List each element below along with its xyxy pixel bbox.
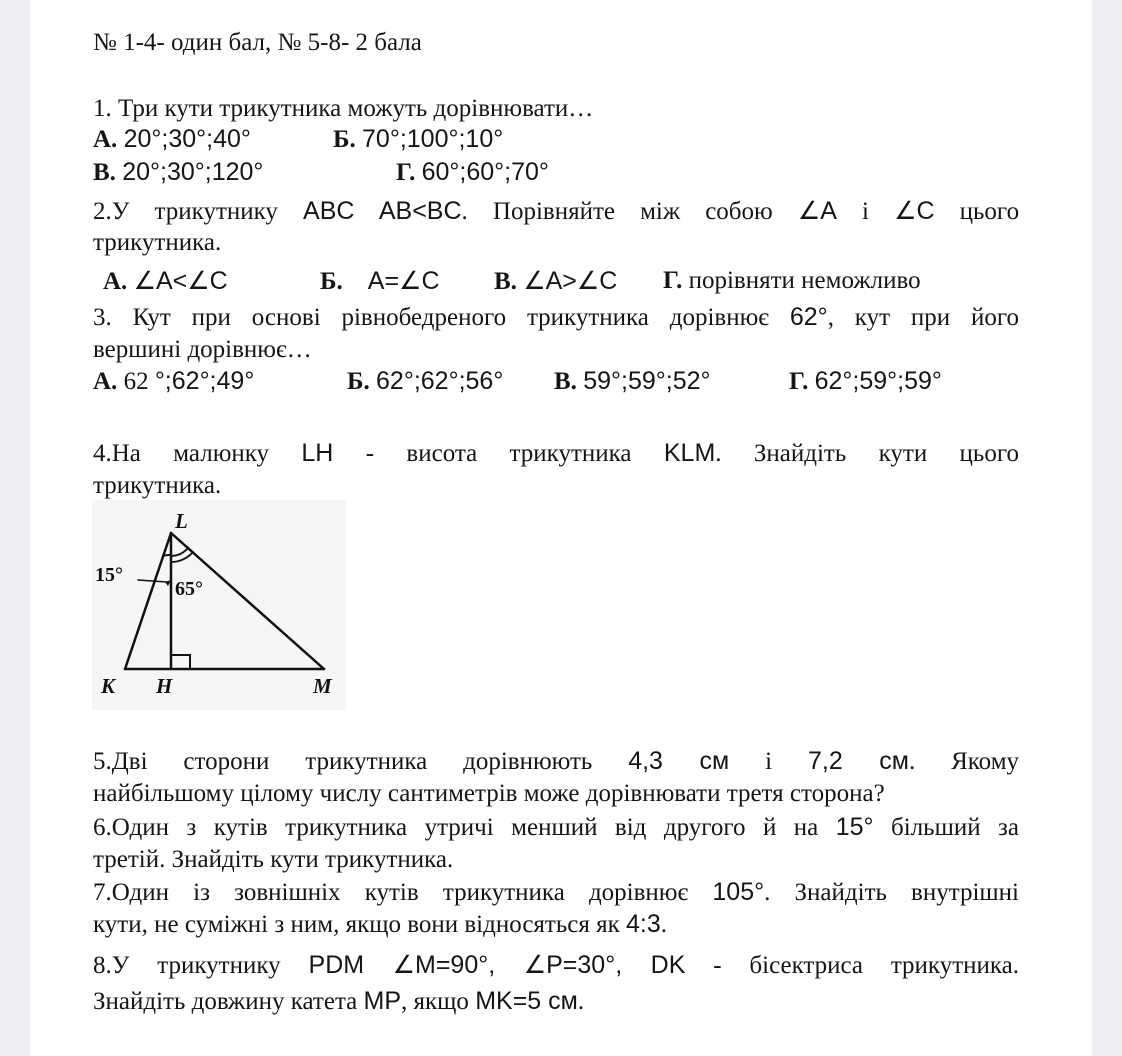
q3-option-d[interactable]: Г. 62°;59°;59°	[789, 367, 942, 395]
question-4-line-2: трикутника.	[93, 472, 222, 499]
question-5-line-2: найбільшому цілому числу сантиметрів може дорівнювати третя сторона?	[93, 780, 885, 807]
angle-arc-65-outer	[171, 548, 188, 556]
angle-15-leader	[138, 580, 167, 582]
question-2-line-2: трикутника.	[93, 229, 222, 256]
question-8-line-1: 8.У трикутнику PDM ∠M=90°, ∠P=30°, DK - бісектриса трикутника.	[93, 951, 1020, 979]
question-3-line-2: вершині дорівнює…	[93, 336, 312, 363]
side-lm	[171, 533, 324, 669]
q3-option-a[interactable]: А. 62 °;62°;49°	[93, 367, 255, 395]
q1-option-d[interactable]: Г. 60°;60°;70°	[396, 158, 549, 186]
question-5-line-1: 5.Дві сторони трикутника дорівнюють 4,3 см і 7,2 см. Якому	[93, 747, 1020, 775]
question-6-line-1: 6.Один з кутів трикутника утричі менший від другого й на 15° більший за	[93, 813, 1020, 841]
question-2-line-1: 2.У трикутнику ABC AB<BC. Порівняйте між собою ∠A і ∠C цього	[93, 197, 1020, 225]
question-4-line-1: 4.На малюнку LH - висота трикутника KLM. Знайдіть кути цього	[93, 439, 1019, 467]
q2-option-b[interactable]: Б. A=∠C	[320, 267, 440, 295]
points-header: № 1-4- один бал, № 5-8- 2 бала	[93, 29, 422, 56]
angle-label-65: 65°	[175, 578, 203, 600]
angle-label-15: 15°	[95, 564, 123, 586]
q2-option-c[interactable]: В. ∠A>∠C	[494, 267, 618, 295]
question-8-line-2: Знайдіть довжину катета MP, якщо MK=5 см.	[93, 987, 585, 1015]
question-6-line-2: третій. Знайдіть кути трикутника.	[93, 846, 454, 873]
q1-option-a[interactable]: А. 20°;30°;40°	[93, 125, 251, 153]
question-7-line-2: кути, не суміжні з ним, якщо вони відносяться як 4:3.	[93, 910, 668, 938]
question-7-line-1: 7.Один із зовнішніх кутів трикутника дорівнює 105°. Знайдіть внутрішні	[93, 878, 1019, 906]
q3-option-b[interactable]: Б. 62°;62°;56°	[347, 367, 504, 395]
angle-arc-15	[163, 555, 171, 556]
question-3-line-1: 3. Кут при основі рівнобедреного трикутника дорівнює 62°, кут при його	[93, 303, 1019, 331]
right-angle-mark	[171, 655, 190, 669]
vertex-label-h: H	[156, 674, 173, 698]
triangle-figure	[92, 500, 346, 710]
vertex-label-l: L	[175, 509, 188, 533]
q2-option-a[interactable]: А. ∠A<∠C	[103, 267, 228, 295]
q3-option-c[interactable]: В. 59°;59°;52°	[554, 367, 711, 395]
side-kl	[125, 533, 171, 669]
q1-option-c[interactable]: В. 20°;30°;120°	[93, 158, 264, 186]
vertex-label-m: M	[313, 674, 332, 698]
vertex-label-k: K	[101, 674, 116, 698]
q1-option-b[interactable]: Б. 70°;100°;10°	[333, 125, 504, 153]
q2-option-d[interactable]: Г. порівняти неможливо	[663, 267, 921, 294]
question-1-text: 1. Три кути трикутника можуть дорівнювати…	[93, 95, 594, 122]
triangle-drawing	[92, 500, 346, 710]
